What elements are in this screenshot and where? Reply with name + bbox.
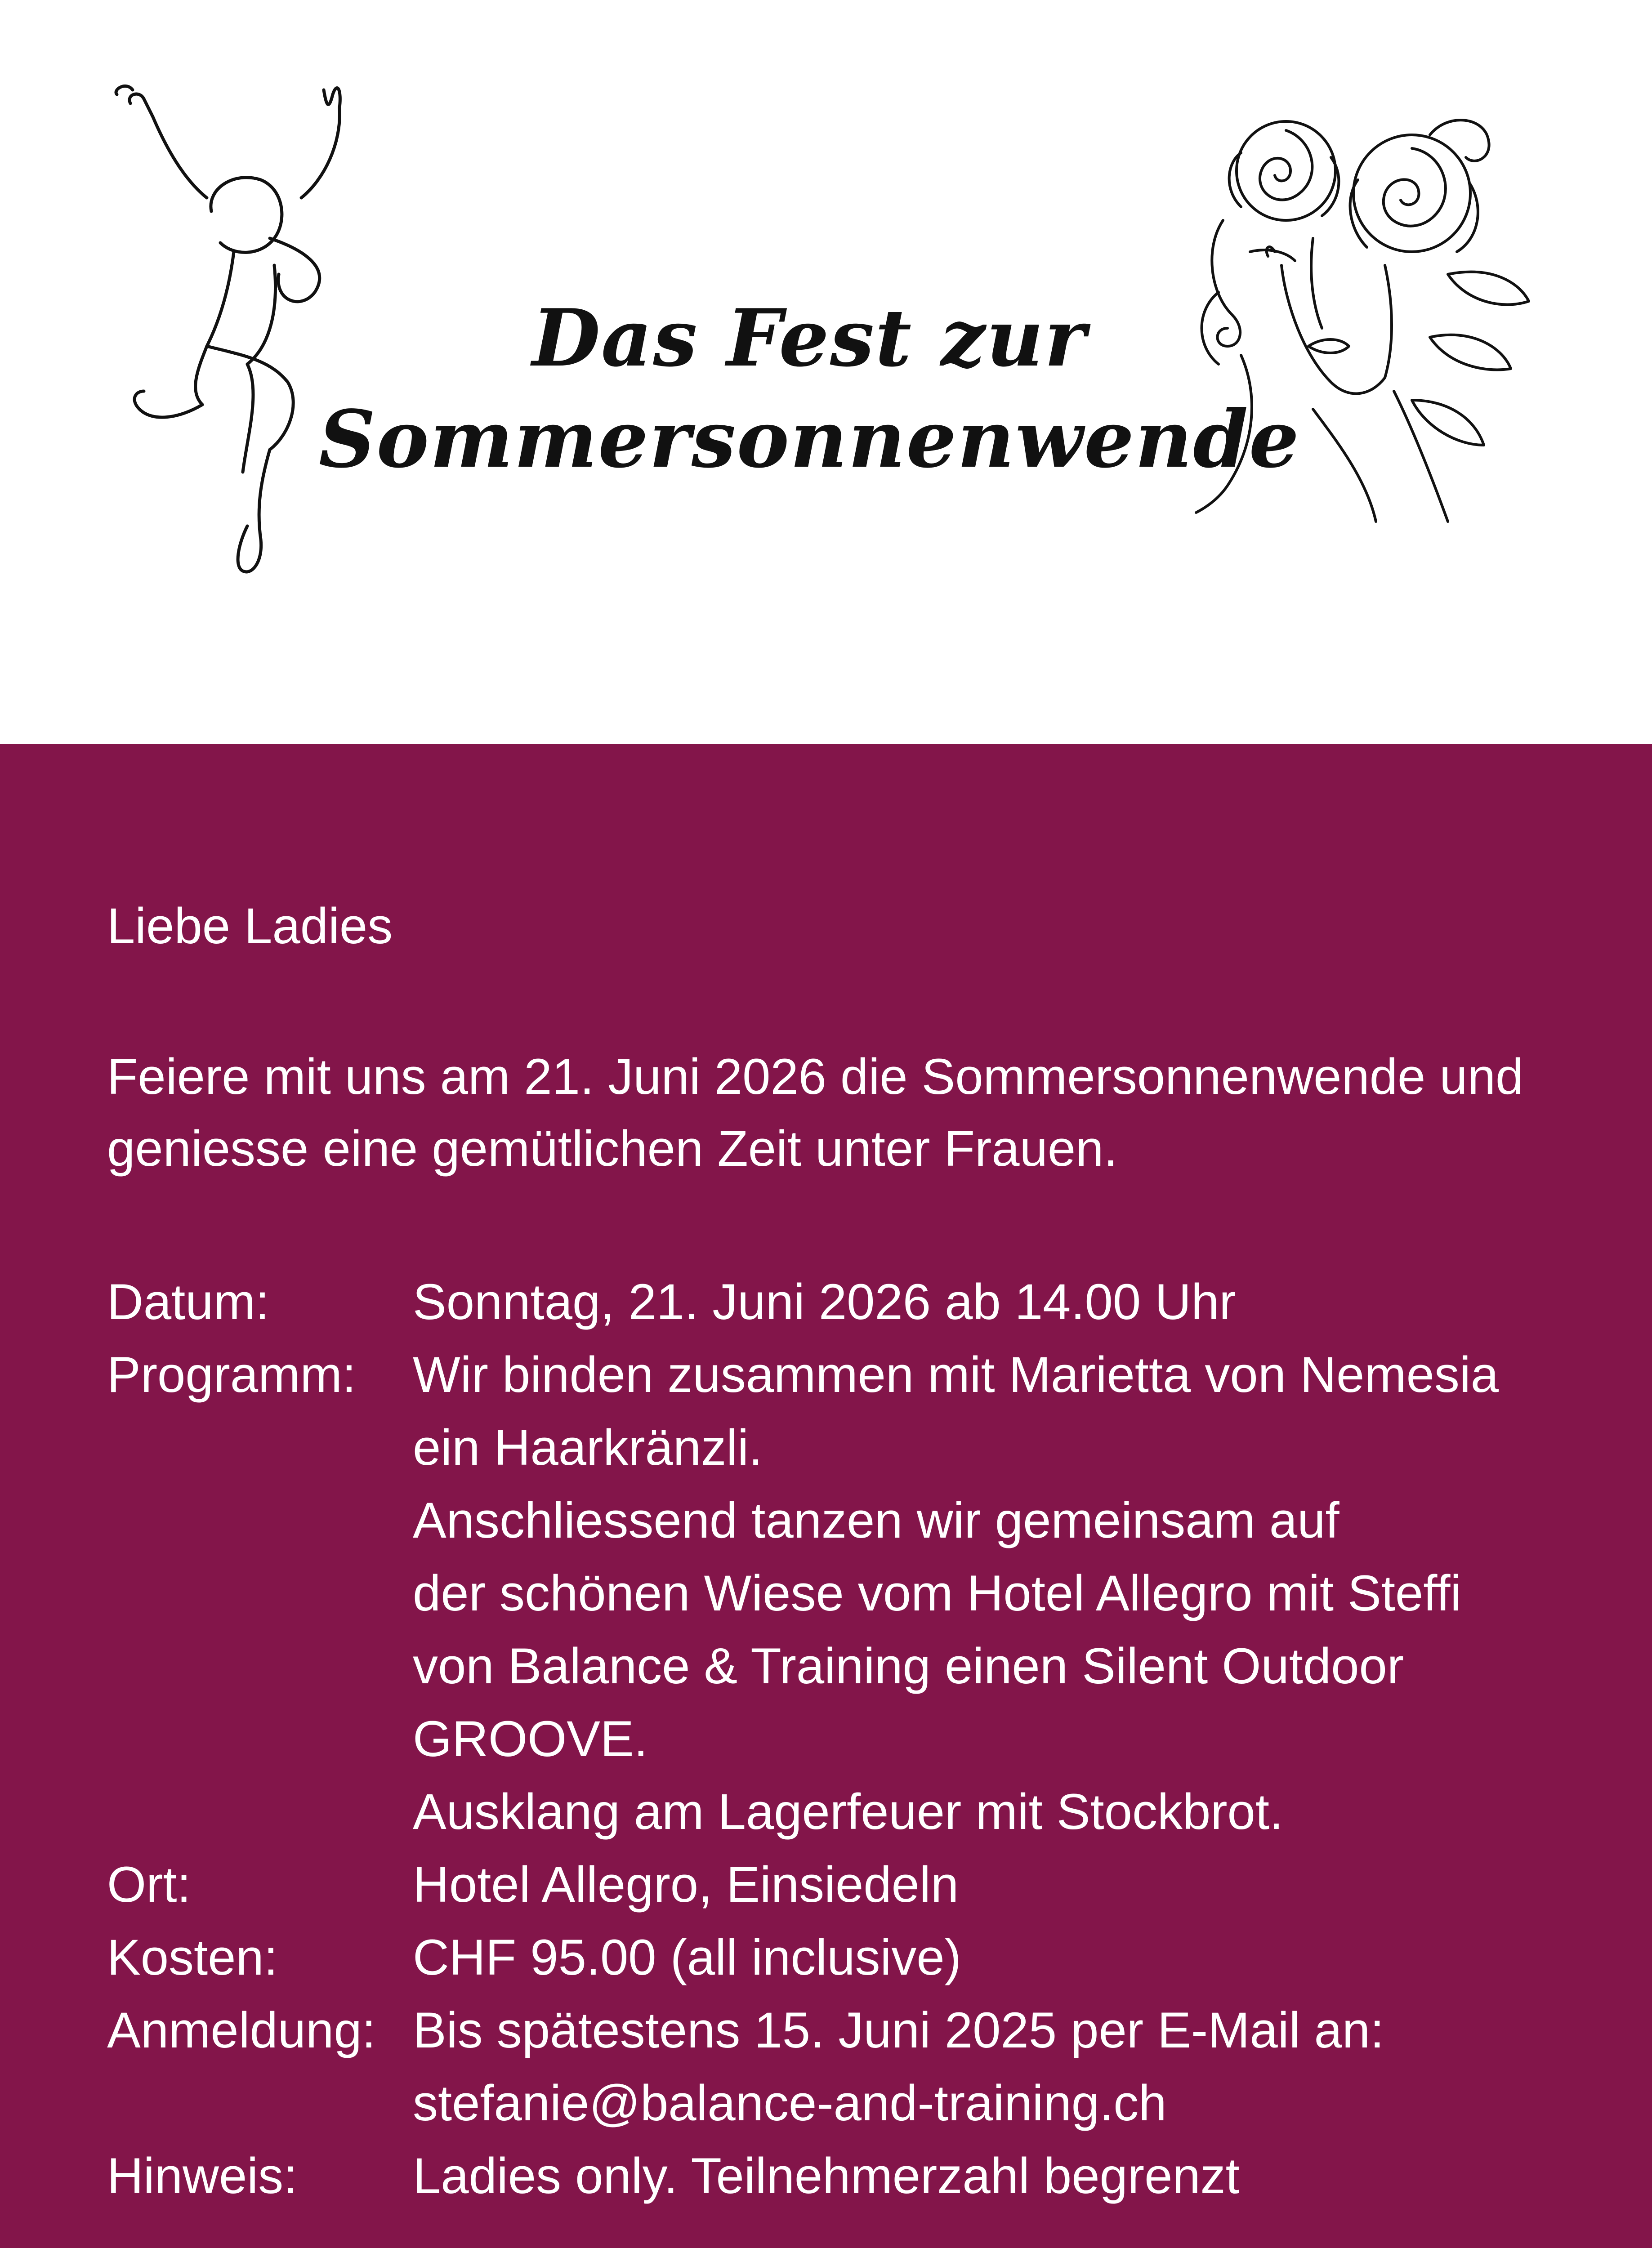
- header: [0, 0, 1652, 744]
- detail-row-ort: [107, 1848, 1546, 1921]
- detail-value: [413, 2140, 1546, 2212]
- invitation-panel: [0, 744, 1652, 2248]
- detail-line: Wir binden zusammen mit Marietta von Nemesia: [413, 1347, 1499, 1403]
- detail-label: Programm:: [107, 1347, 356, 1403]
- detail-line: GROOVE.: [413, 1711, 648, 1767]
- detail-value: [413, 1994, 1546, 2140]
- page-title: [315, 288, 1304, 490]
- email-address[interactable]: stefanie@balance-and-training.ch: [413, 2075, 1167, 2131]
- detail-line: CHF 95.00 (all inclusive): [413, 1929, 961, 1985]
- detail-value: [413, 1338, 1546, 1848]
- detail-line: Bis spätestens 15. Juni 2025 per E-Mail an:: [413, 2002, 1384, 2058]
- detail-row-hinweis: [107, 2140, 1546, 2212]
- detail-label: Hinweis:: [107, 2148, 298, 2204]
- greeting: Liebe Ladies: [107, 898, 393, 954]
- detail-value: [413, 1266, 1546, 1338]
- detail-row-datum: [107, 1266, 1546, 1338]
- intro-text: [107, 1041, 1523, 1185]
- intro-line-2: geniesse eine gemütlichen Zeit unter Frauen.: [107, 1120, 1118, 1177]
- detail-row-programm: [107, 1338, 1546, 1848]
- detail-value: [413, 1921, 1546, 1994]
- detail-row-anmeldung: [107, 1994, 1546, 2140]
- detail-line: Hotel Allegro, Einsiedeln: [413, 1856, 959, 1913]
- detail-line: Anschliessend tanzen wir gemeinsam auf: [413, 1492, 1339, 1548]
- woman-with-roses-illustration: [1178, 103, 1556, 531]
- detail-label: Anmeldung:: [107, 2002, 376, 2058]
- intro-line-1: Feiere mit uns am 21. Juni 2026 die Sommersonnenwende und: [107, 1048, 1524, 1105]
- detail-line: Ladies only. Teilnehmerzahl begrenzt: [413, 2148, 1240, 2204]
- detail-value: [413, 1848, 1546, 1921]
- title-line-2: Sommersonnenwende: [318, 393, 1300, 486]
- detail-label: Datum:: [107, 1274, 269, 1330]
- event-details: [107, 1266, 1546, 2212]
- detail-label: Ort:: [107, 1856, 191, 1913]
- detail-line: ein Haarkränzli.: [413, 1419, 763, 1476]
- detail-line: der schönen Wiese vom Hotel Allegro mit Steffi: [413, 1565, 1462, 1621]
- detail-line: Sonntag, 21. Juni 2026 ab 14.00 Uhr: [413, 1274, 1236, 1330]
- title-line-1: Das Fest zur: [532, 292, 1087, 384]
- detail-line: Ausklang am Lagerfeuer mit Stockbrot.: [413, 1784, 1284, 1840]
- detail-row-kosten: [107, 1921, 1546, 1994]
- detail-label: Kosten:: [107, 1929, 278, 1985]
- detail-line: von Balance & Training einen Silent Outdoor: [413, 1638, 1404, 1694]
